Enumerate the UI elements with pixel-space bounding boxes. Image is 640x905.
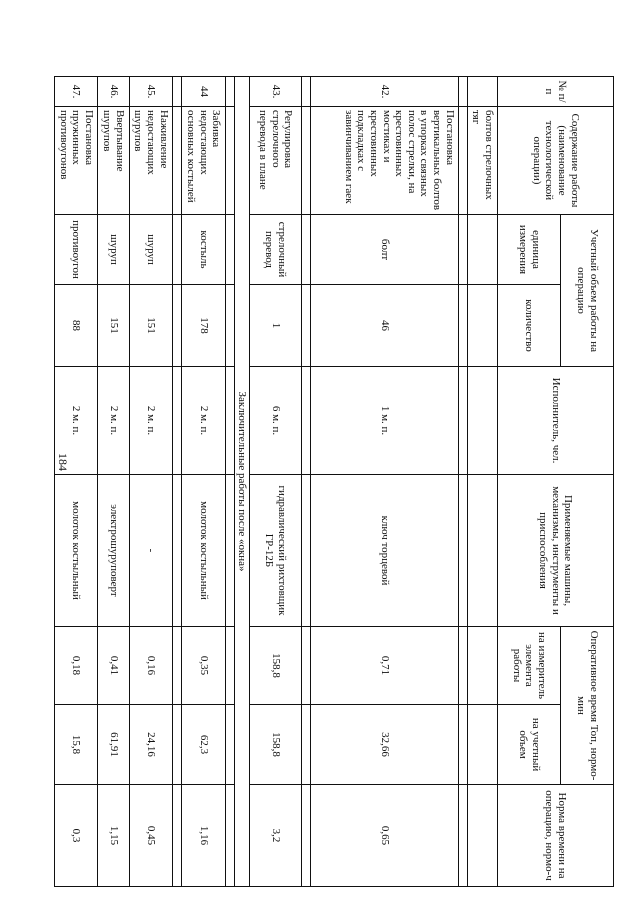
norms-table [54, 76, 614, 887]
header-per-unit: на измеритель элемента работы [498, 627, 561, 705]
row-per-unit: 0,41 [97, 627, 129, 705]
section-title: Заключительные работы после «окна» [234, 77, 249, 887]
row-executor: 1 м. п. [310, 367, 458, 475]
section-row [234, 77, 249, 887]
row-unit: болт [310, 215, 458, 285]
table-row [54, 77, 97, 887]
row-norm: 1,15 [97, 785, 129, 887]
row-norm: 1,16 [181, 785, 225, 887]
header-quantity: количество [498, 285, 561, 367]
row-executor: 6 м. п. [249, 367, 301, 475]
row-per-unit: 0,35 [181, 627, 225, 705]
row-executor: 2 м. п. [54, 367, 97, 475]
header-optime: Оперативное время Топ, нормо-мин [561, 627, 614, 785]
row-per-volume: 32,66 [310, 705, 458, 785]
row-per-volume: 15,8 [54, 705, 97, 785]
row-quantity: 88 [54, 285, 97, 367]
header-volume: Учетный объем работы на операцию [561, 215, 614, 367]
row-executor: 2 м. п. [97, 367, 129, 475]
row-quantity: 151 [97, 285, 129, 367]
row-executor: 2 м. п. [181, 367, 225, 475]
row-unit: костыль [181, 215, 225, 285]
row-content: Наживление недостающих шурупов [129, 107, 172, 215]
row-norm: 3,2 [249, 785, 301, 887]
row-equipment: электрошуруповерт [97, 475, 129, 627]
header-per-volume: на учетный объем [498, 705, 561, 785]
row-content: Постановка пружинных противоугонов [54, 107, 97, 215]
row-equipment: гидравлический рихтовщик ГР-12Б [249, 475, 301, 627]
row-per-unit: 158,8 [249, 627, 301, 705]
row-per-volume: 158,8 [249, 705, 301, 785]
table-row [129, 77, 172, 887]
row-num: 46. [97, 77, 129, 107]
row-unit: противоугон [54, 215, 97, 285]
row-per-unit: 0,71 [310, 627, 458, 705]
row-quantity: 46 [310, 285, 458, 367]
row-executor: 2 м. п. [129, 367, 172, 475]
row-unit: шуруп [129, 215, 172, 285]
row-unit: стрелочный перевод [249, 215, 301, 285]
row-num: 42. [310, 77, 458, 107]
row-equipment: - [129, 475, 172, 627]
row-num: 43. [249, 77, 301, 107]
row-num: 45. [129, 77, 172, 107]
row-per-unit: 0,16 [129, 627, 172, 705]
row-content: Регулировка стрелочного перевода в плане [249, 107, 301, 215]
row-equipment: ключ торцевой [310, 475, 458, 627]
row-content: Постановка вертикальных болтов в упорках связных полос стрелки, на крестовинных мостиках и крестовинных подкладках с завинчиванием гаек [310, 107, 458, 215]
header-equipment: Применяемые машины, механизмы, инструменты и приспособления [498, 475, 614, 627]
header-unit: единица измерения [498, 215, 561, 285]
row-norm: 0,45 [129, 785, 172, 887]
row-unit: шуруп [97, 215, 129, 285]
row-equipment: молоток костыльный [54, 475, 97, 627]
table-row [249, 77, 301, 887]
row-per-volume: 62,3 [181, 705, 225, 785]
row-quantity: 151 [129, 285, 172, 367]
row-equipment: молоток костыльный [181, 475, 225, 627]
top-fragment: болтов стрелочных тяг [467, 107, 497, 215]
row-content: Ввертывание шурупов [97, 107, 129, 215]
row-num: 47. [54, 77, 97, 107]
row-norm: 0,3 [54, 785, 97, 887]
header-num: № п/п [498, 77, 614, 107]
row-per-unit: 0,18 [54, 627, 97, 705]
row-per-volume: 61,91 [97, 705, 129, 785]
page-number: 184 [56, 453, 70, 471]
table-row [467, 77, 497, 887]
table-row [181, 77, 225, 887]
header-executor: Исполнитель, чел. [498, 367, 614, 475]
row-num: 44 [181, 77, 225, 107]
row-norm: 0,65 [310, 785, 458, 887]
header-norm: Норма времени на операцию, нормо-ч [498, 785, 614, 887]
row-content: Забивка недостающих основных костылей [181, 107, 225, 215]
row-per-volume: 24,16 [129, 705, 172, 785]
table-row [310, 77, 458, 887]
header-content: Содержание работы (наименование технологической операции) [498, 107, 614, 215]
row-quantity: 1 [249, 285, 301, 367]
table-row [97, 77, 129, 887]
row-quantity: 178 [181, 285, 225, 367]
